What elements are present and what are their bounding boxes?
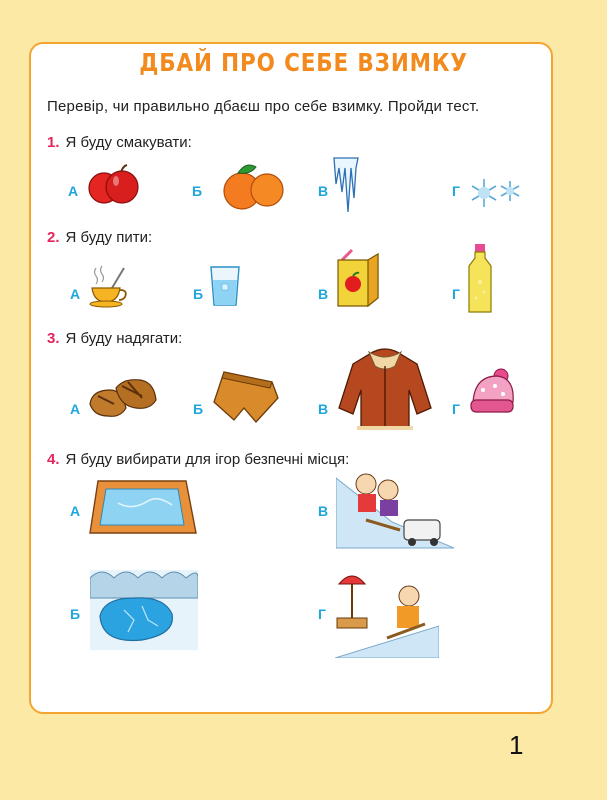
apples-icon[interactable] — [86, 163, 142, 207]
option-letter[interactable]: Г — [318, 606, 326, 622]
juice-box-icon[interactable] — [334, 248, 382, 310]
question-text: Я буду надягати: — [65, 330, 183, 347]
question-3 — [47, 330, 182, 347]
option-letter[interactable]: В — [318, 183, 329, 199]
question-1 — [47, 134, 192, 151]
hot-tea-cup-icon[interactable] — [88, 262, 130, 308]
option-letter[interactable]: Г — [452, 286, 460, 302]
glass-of-water-icon[interactable] — [208, 264, 242, 308]
sledding-playground-icon[interactable] — [335, 566, 439, 658]
option-letter[interactable]: В — [318, 401, 329, 417]
frozen-pond-icon[interactable] — [90, 570, 198, 650]
option-letter[interactable]: А — [70, 286, 81, 302]
option-letter[interactable]: В — [318, 503, 329, 519]
question-text: Я буду вибирати для ігор безпечні місця: — [65, 451, 350, 468]
option-letter[interactable]: Б — [193, 286, 204, 302]
option-letter[interactable]: Б — [193, 401, 204, 417]
question-text: Я буду пити: — [65, 229, 153, 246]
question-number: 1. — [47, 134, 60, 151]
option-letter[interactable]: В — [318, 286, 329, 302]
option-letter[interactable]: Б — [192, 183, 203, 199]
bottled-drink-icon[interactable] — [466, 242, 494, 316]
shorts-icon[interactable] — [210, 368, 280, 424]
question-number: 4. — [47, 451, 60, 468]
question-2 — [47, 229, 152, 246]
page-number: 1 — [509, 730, 524, 760]
option-letter[interactable]: А — [70, 503, 81, 519]
option-letter[interactable]: А — [68, 183, 79, 199]
option-letter[interactable]: Г — [452, 183, 460, 199]
winter-coat-icon[interactable] — [333, 346, 437, 432]
option-letter[interactable]: Г — [452, 401, 460, 417]
option-letter[interactable]: А — [70, 401, 81, 417]
frozen-pool-icon[interactable] — [88, 477, 198, 541]
knit-hat-icon[interactable] — [467, 366, 517, 416]
sledding-near-road-icon[interactable] — [336, 468, 454, 552]
instructions: Перевір, чи правильно дбаєш про себе взимку. Пройди тест. — [47, 98, 480, 115]
oranges-icon[interactable] — [218, 160, 288, 212]
question-4 — [47, 451, 349, 468]
question-text: Я буду смакувати: — [65, 134, 192, 151]
question-number: 3. — [47, 330, 60, 347]
icicles-icon[interactable] — [332, 154, 360, 216]
page-title: ДБАЙ ПРО СЕБЕ ВЗИМКУ — [139, 48, 468, 77]
sandals-icon[interactable] — [86, 374, 160, 420]
option-letter[interactable]: Б — [70, 606, 81, 622]
snowflakes-icon[interactable] — [466, 175, 526, 211]
question-number: 2. — [47, 229, 60, 246]
